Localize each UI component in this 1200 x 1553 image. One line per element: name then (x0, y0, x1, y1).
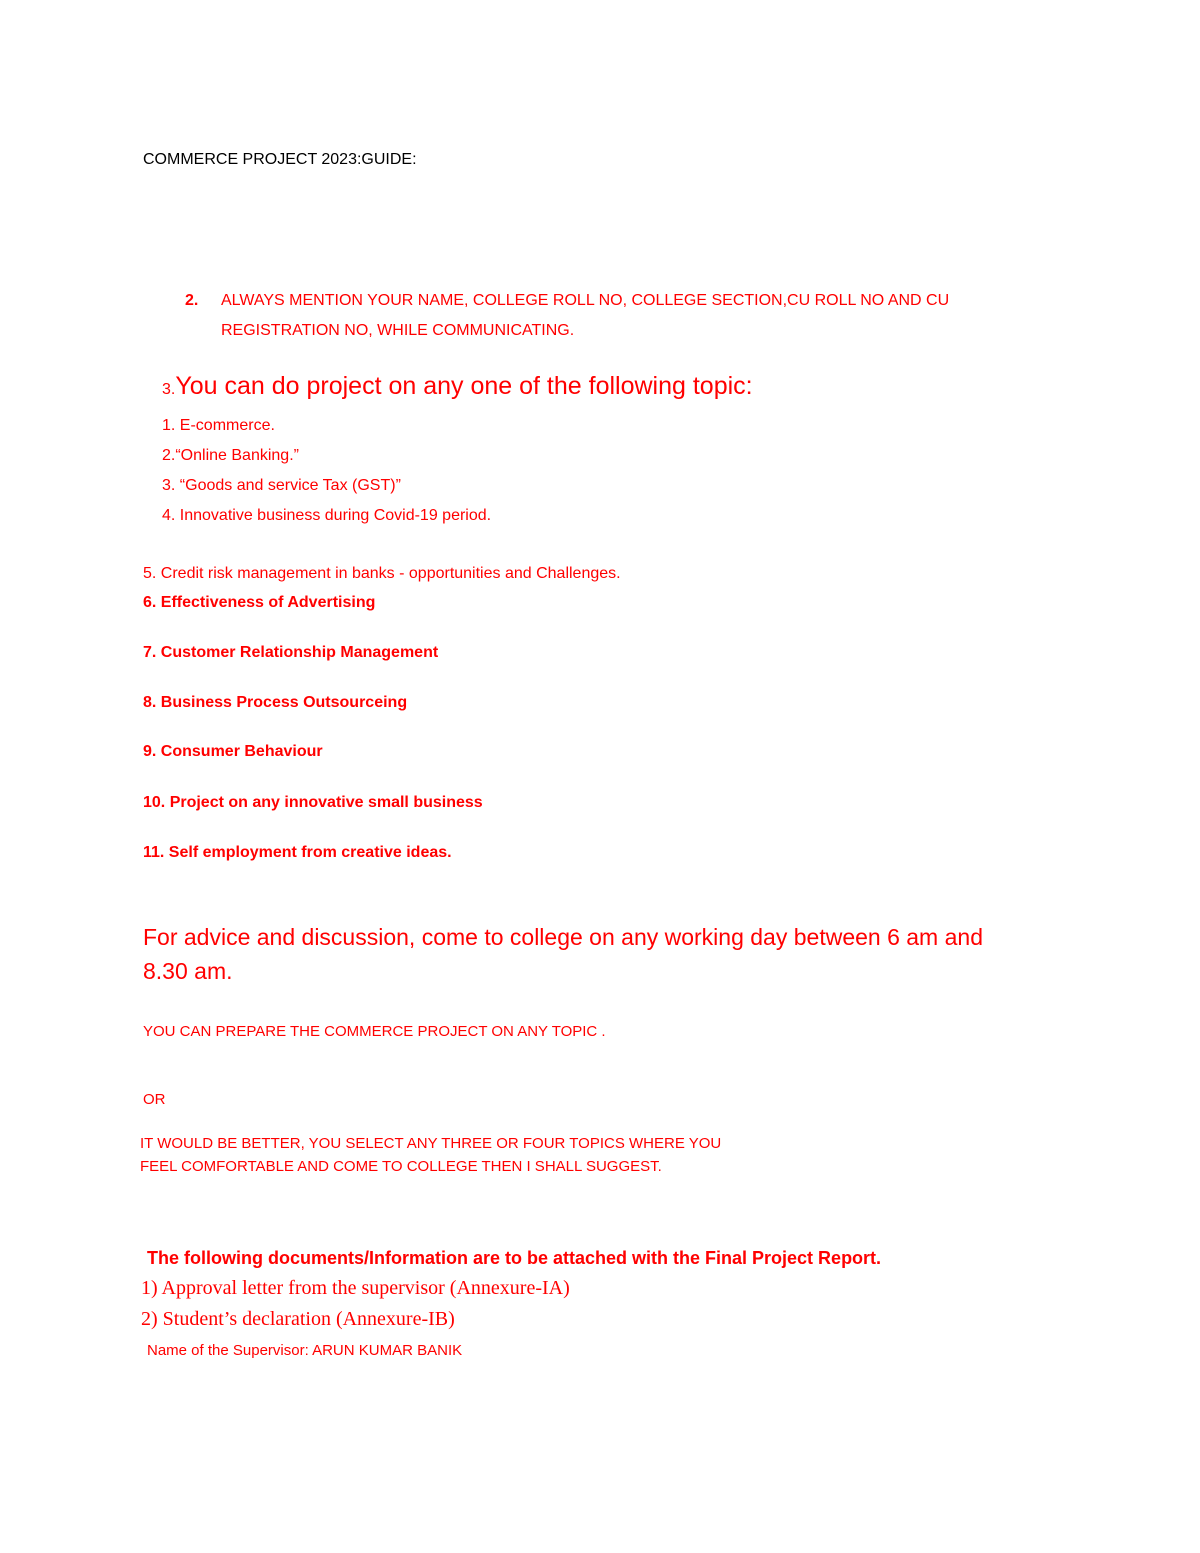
instruction-line-1 (185, 292, 949, 310)
topic-item: 3. “Goods and service Tax (GST)” (162, 477, 401, 494)
topic-item: 11. Self employment from creative ideas. (143, 844, 452, 861)
topic-item: 7. Customer Relationship Management (143, 644, 439, 661)
supervisor-label: Name of the Supervisor: (147, 1342, 309, 1359)
or-separator: OR (143, 1091, 166, 1108)
topic-item: 2.“Online Banking.” (162, 447, 299, 464)
topic-item: 6. Effectiveness of Advertising (143, 594, 376, 611)
supervisor-name: ARUN KUMAR BANIK (312, 1342, 463, 1359)
topics-heading-text: You can do project on any one of the following topic: (175, 372, 753, 400)
advice-line-2: 8.30 am. (143, 958, 233, 984)
topic-item: 8. Business Process Outsourceing (143, 694, 408, 711)
topic-item: 5. Credit risk management in banks - opportunities and Challenges. (143, 565, 621, 582)
document-item: 2) Student’s declaration (Annexure-IB) (141, 1308, 455, 1330)
instruction-text-1: ALWAYS MENTION YOUR NAME, COLLEGE ROLL NO, COLLEGE SECTION,CU ROLL NO AND CU (221, 292, 950, 309)
suggestion-line-1: IT WOULD BE BETTER, YOU SELECT ANY THREE OR FOUR TOPICS WHERE YOU (140, 1135, 722, 1152)
documents-heading: The following documents/Information are to be attached with the Final Project Report. (147, 1248, 882, 1268)
instruction-number: 2. (185, 292, 199, 309)
advice-line-1: For advice and discussion, come to college on any working day between 6 am and (143, 924, 983, 950)
topics-heading-number: 3. (162, 381, 176, 398)
topic-item: 4. Innovative business during Covid-19 period. (162, 507, 492, 524)
topics-heading (162, 372, 753, 401)
topic-item: 10. Project on any innovative small business (143, 794, 483, 811)
document-item: 1) Approval letter from the supervisor (Annexure-IA) (141, 1277, 570, 1299)
instruction-line-2: REGISTRATION NO, WHILE COMMUNICATING. (221, 322, 575, 339)
topic-item: 9. Consumer Behaviour (143, 743, 323, 760)
suggestion-line-2: FEEL COMFORTABLE AND COME TO COLLEGE THEN I SHALL SUGGEST. (140, 1158, 662, 1175)
supervisor-line (147, 1342, 462, 1359)
any-topic-note: YOU CAN PREPARE THE COMMERCE PROJECT ON ANY TOPIC . (143, 1023, 606, 1040)
document-title: COMMERCE PROJECT 2023:GUIDE: (143, 151, 417, 168)
topic-item: 1. E-commerce. (162, 417, 275, 434)
